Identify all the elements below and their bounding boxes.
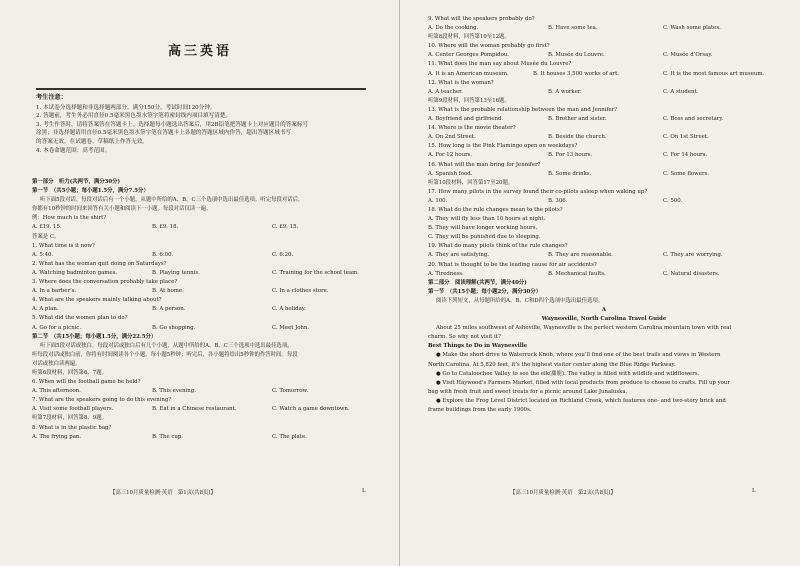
option-b: B. Go shopping. [152,324,196,331]
example-answer: 答案是 C。 [32,233,60,240]
question: 16. What will the man bring for Jennifer? [428,161,541,168]
option-a: A. 100. [428,197,448,204]
passage-bullet: ● Go to Cataloochee Valley to see the elk(麋鹿). The valley is filled with wildlife and wildflowers. [436,370,700,377]
passage-text: About 25 miles southwest of Asheville, Waynesville is the perfect western Carolina mountain town with real [436,325,732,332]
option-b: B. Eat in a Chinese restaurant. [152,406,237,413]
option-c: C. A holiday. [272,306,306,313]
note-line: 1. 本试卷分选择题和非选择题两部分。满分150分，考试时间120分钟。 [36,104,216,111]
passage-bullet: North Carolina. At 5,820 feet, it’s the highest visitor center along the Blue Ridge Parkway. [428,361,676,368]
passage-bullet: bag with fresh fruit and sweet treats for a picnic around Lake Junaluska. [428,388,628,395]
option-c: C. 6:20. [272,251,294,258]
question: 13. What is the probable relationship between the man and Jennifer? [428,106,618,113]
passage-bullet: ● Make the short drive to Waterrock Knob, where you’ll find one of the best trails and views in Western [436,352,721,359]
option-b: B. 6:00. [152,251,174,258]
option-a: A. It is an American museum. [428,70,509,77]
option-b: B. Beside the church. [548,134,607,141]
option-c: C. Meet John. [272,324,310,331]
option-b: B. A person. [152,306,186,313]
question: 20. What is thought to be the leading cause for air accidents? [428,261,597,268]
material-heading: 听第9段材料，回答第13至16题。 [428,97,510,104]
option-b: B. It houses 3,500 works of art. [533,70,619,77]
option-c: C. On 1st Street. [663,134,709,141]
listening-continued [428,15,780,415]
option-c: C. Watch a game downtown. [272,406,350,413]
question: 9. What will the speakers probably do? [428,16,535,22]
section2-instruction: 听下面5段对话或独白。每段对话或独白后有几个小题，从题中所给的A、B、C三个选项中选出最佳选项。 [40,342,293,349]
question: 12. What is the woman? [428,79,494,86]
options [428,51,780,60]
part2-section1-heading: 第一节 （共15小题；每小题2分，满分30分） [428,288,542,295]
exam-notes [36,88,366,155]
option-a: A. They will fly less than 10 hours at night. [428,216,546,223]
option-c: C. For 14 hours. [663,152,708,159]
passage-bullet: ● Explore the Frog Level District located on Richland Creek, which features one- and two-story brick and [436,397,726,404]
options [32,387,372,396]
option-b: B. £9. 18. [152,224,179,231]
exam-page-2 [400,0,800,566]
option-a: A. Visit some football players. [32,406,114,413]
options [32,324,372,333]
option-c: C. Boss and secretary. [663,116,724,123]
section1-heading: 第一节 （共5小题；每小题1.5分，满分7.5分） [32,188,149,195]
note-line: 4. 本卷命题范围：高考范围。 [36,147,111,154]
option-c: C. It is the most famous art museum. [663,70,765,77]
option-a: A. £19. 15. [32,224,62,231]
question: 18. What do the rule changes mean to the pilots? [428,206,563,213]
options [428,151,780,160]
section1-instruction: 听下面5段对话。每段对话后有一个小题，从题中所给的A、B、C三个选项中选出最佳选项。听完每段对话后， [40,197,304,204]
question: 3. Where does the conversation probably take place? [32,279,178,286]
note-line: 的答案无效，在试题卷、草稿纸上作答无效。 [36,138,148,145]
option-a: A. Watching badminton games. [32,269,118,276]
option-a: A. 5:40. [32,251,54,258]
option-c: C. Natural disasters. [663,270,720,277]
question: 10. Where will the woman probably go first? [428,43,550,50]
options [428,70,780,79]
part2-heading: 第二部分 阅读理解(共两节，满分40分) [428,279,527,286]
note-line: 2. 答题前，考生务必用直径0.5毫米黑色墨水签字笔将密封线内项目填写清楚。 [36,113,232,120]
passage-title: Waynesville, North Carolina Travel Guide [541,316,667,323]
option-b: B. A worker. [548,88,582,95]
part1-heading: 第一部分 听力(共两节，满分30分) [32,179,121,185]
options [428,270,780,279]
option-a: A. In a barber’s. [32,288,77,295]
options [428,133,780,142]
question: 19. What do many pilots think of the rule changes? [428,243,568,250]
reading-instruction: 阅读下列短文，从每题所给的A、B、C和D四个选项中选出最佳选项。 [436,297,604,304]
option-b: B. Brother and sister. [548,116,607,123]
passage-bullet: ● Visit Haywood’s Farmers Market, filled with local products from produce to choose to crafts. Fill up your [436,379,730,386]
options [32,287,372,296]
example-options [32,223,372,232]
option-b: B. They are reasonable. [548,252,613,259]
option-a: A. A plan. [32,306,59,313]
option-b: B. The cup. [152,433,184,440]
option-b: B. At home. [152,288,184,295]
option-a: A. On 2nd Street. [428,134,476,141]
option-a: A. Boyfriend and girlfriend. [428,116,504,123]
option-c: C. Training for the school team. [272,269,359,276]
options [428,251,780,260]
option-b: B. Have some tea. [548,25,598,32]
option-c: C. They are worrying. [663,252,723,259]
option-b: B. They will have longer working hours. [428,225,538,232]
options [428,24,780,33]
question: 7. What are the speakers going to do this evening? [32,397,172,404]
material-heading: 听第6段材料，回答第6、7题。 [32,369,107,376]
section2-instruction: 听每段对话或独白前，你将有时间阅读各个小题，每小题5秒钟；听完后，各小题将给出5秒钟的作答时间。每段 [32,351,298,358]
option-b: B. Some drinks. [548,170,592,177]
options [428,170,780,179]
note-line: 涂黑；非选择题请用直径0.5毫米黑色墨水签字笔在答题卡上各题的答题区域内作答，超出答题区域书写 [36,130,292,137]
notes-heading: 考生注意： [36,94,67,101]
option-c: C. 500. [663,197,683,204]
question: 1. What time is it now? [32,242,95,249]
option-c: C. In a clothes store. [272,288,329,295]
passage-bullet: frame buildings from the early 1900s. [428,407,532,414]
option-b: B. Mechanical faults. [548,270,606,277]
option-a: A. Spanish food. [428,170,473,177]
option-b: B. This evening. [152,388,196,395]
footer-mark: L [362,488,366,494]
material-heading: 听第7段材料，回答第8、9题。 [32,415,107,422]
option-a: A. A teacher. [428,88,463,95]
option-b: B. For 13 hours. [548,152,593,159]
option-a: A. Tiredness. [428,270,464,277]
question: 5. What did the women plan to do? [32,315,128,322]
passage-text: charm. So why not visit it? [428,334,501,341]
option-a: A. They are satisfying. [428,252,490,259]
exam-title: 高三英语 [167,44,232,59]
footer-mark: L [752,488,756,494]
page-footer: 【高三10月质量检测·英语 第1页(共8页)】 [110,490,216,496]
question: 2. What has the woman quit doing on Saturdays? [32,260,167,267]
option-c: C. The plate. [272,433,307,440]
question: 6. When will the football game be held? [32,379,141,386]
option-a: A. Go for a picnic. [32,324,82,331]
option-c: C. Wash some plates. [663,25,721,32]
question: 11. What does the man say about Musée du Louvre? [428,61,572,68]
section2-instruction: 对话或独白读两遍。 [32,360,81,367]
page-footer: 【高三10月质量检测·英语 第2页(共8页)】 [510,490,616,496]
option-a: A. The frying pan. [32,433,82,440]
passage-subheading: Best Things to Do in Waynesville [428,343,528,350]
question: 14. Where is the movie theater? [428,125,516,132]
option-b: B. Musée du Louvre. [548,52,605,59]
options [428,115,780,124]
material-heading: 听第8段材料，回答第10至12题。 [428,34,510,41]
option-a: A. This afternoon. [32,388,81,395]
section2-heading: 第二节 （共15小题；每小题1.5分，满分22.5分） [32,333,157,340]
option-c: C. £9. 15. [272,224,299,231]
example-question: 例：How much is the shirt? [32,215,107,222]
question: 17. How many pilots in the survey found their co-pilots asleep when waking up? [428,188,648,195]
option-c: C. Musée d’Orsay. [663,52,713,59]
option-a: A. Do the cooking. [428,25,479,32]
option-c: C. Tomorrow. [272,388,309,395]
option-b: B. Playing tennis. [152,269,200,276]
passage-letter: A [601,307,607,313]
question: 4. What are the speakers mainly talking about? [32,297,162,304]
options [32,269,372,278]
option-a: A. For 12 hours. [428,152,473,159]
section1-instruction: 你都有10秒钟的时间来回答有关小题和阅读下一小题。每段对话仅读一遍。 [32,206,212,213]
option-c: C. They will be punished due to sleeping. [428,234,541,241]
question: 8. What is in the plastic bag? [32,424,112,431]
question: 15. How long is the Pink Flamingo open on weekdays? [428,143,578,150]
options [32,305,372,314]
option-a: A. Center Georges Pompidou. [428,52,510,59]
option-b: B. 306. [548,197,568,204]
material-heading: 听第10段材料，回答第17至20题。 [428,179,514,186]
note-line: 3. 考生作答时，请将答案答在答题卡上。选择题每小题选出答案后，用2B铅笔把答题卡上对应题目的答案标号 [36,121,309,128]
options [32,251,372,260]
options [32,405,372,414]
options [32,433,372,442]
listening-section [32,178,372,442]
options [428,88,780,97]
options [428,197,780,206]
option-c: C. A student. [663,88,699,95]
option-c: C. Some flowers. [663,170,710,177]
